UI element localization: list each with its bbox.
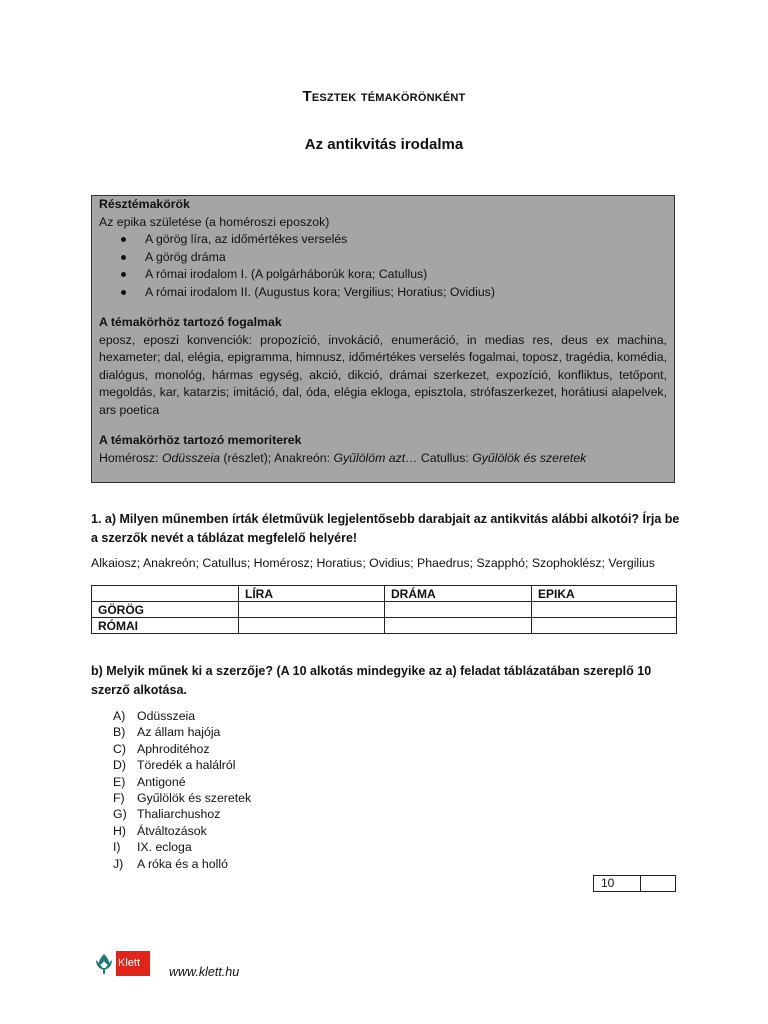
question-1b: b) Melyik műnek ki a szerzője? (A 10 alkotás mindegyike az a) feladat táblázatában szereplő 10 szerző alkotása.: [91, 664, 652, 697]
list-item: J) A róka és a holló: [113, 856, 228, 871]
table-header-cell: LÍRA: [239, 586, 385, 602]
table-header-cell: [92, 586, 239, 602]
works-list: [113, 708, 251, 872]
subtopics-heading: Résztémakörök: [99, 197, 190, 211]
page-subtitle: Az antikvitás irodalma: [304, 136, 464, 153]
memorized-heading: A témakörhöz tartozó memoriterek: [99, 433, 302, 447]
table-header-cell: EPIKA: [532, 586, 677, 602]
answer-cell[interactable]: [239, 602, 385, 618]
row-label: RÓMAI: [92, 618, 239, 634]
memorized-text: Homérosz: Odüsszeia (részlet); Anakreón: Gyűlölöm azt… Catullus: Gyűlölök és szeretek: [99, 450, 587, 465]
list-item: H) Átváltozások: [113, 823, 207, 838]
answer-cell[interactable]: [239, 618, 385, 634]
list-item: A római irodalom II. (Augustus kora; Vergilius; Horatius; Ovidius): [99, 284, 667, 302]
list-item: A görög dráma: [99, 249, 667, 267]
klett-brand-text: Klett: [116, 951, 150, 976]
genre-table: [91, 585, 677, 634]
list-item: A római irodalom I. (A polgárháborúk kora; Catullus): [99, 266, 667, 284]
author-list: Alkaiosz; Anakreón; Catullus; Homérosz; Horatius; Ovidius; Phaedrus; Szapphó; Szophoklész; Vergilius: [91, 556, 655, 570]
subtopics-intro: Az epika születése (a homéroszi eposzok): [99, 214, 330, 229]
answer-cell[interactable]: [385, 618, 532, 634]
score-box: [593, 875, 676, 892]
table-header-row: [92, 586, 677, 602]
concepts-text: eposz, eposzi konvenciók: propozíció, invokáció, enumeráció, in medias res, deus ex machina, hexameter; dal, elégia, epigramma, himnusz, időmértékes verselés fogalmai, toposz, tragédia, komédia, dialógus, monológ, hármas egység, akció, dikció, drámai szerkezet, expozíció, konfliktus, tetőpont, megoldás, kar, katarzis; imitáció, dal, óda, elégia ekloga, episztola, strófaszerkezet, horátiusi alapelvek, ars poetica: [99, 332, 667, 417]
concepts-heading: A témakörhöz tartozó fogalmak: [99, 315, 282, 329]
row-label: GÖRÖG: [92, 602, 239, 618]
table-row: [92, 602, 677, 618]
list-item: D) Töredék a halálról: [113, 758, 236, 773]
topics-box: [91, 195, 675, 483]
list-item: E) Antigoné: [113, 774, 186, 789]
answer-cell[interactable]: [532, 602, 677, 618]
list-item: F) Gyűlölök és szeretek: [113, 791, 252, 806]
list-item: B) Az állam hajója: [113, 725, 221, 740]
klett-leaf-icon: [92, 951, 116, 976]
list-item: G) Thaliarchushoz: [113, 807, 221, 822]
list-item: I) IX. ecloga: [113, 840, 192, 855]
table-row: [92, 618, 677, 634]
list-item: A görög líra, az időmértékes verselés: [99, 231, 667, 249]
subtopics-list: [99, 231, 667, 301]
question-1a: 1. a) Milyen műnemben írták életművük legjelentősebb darabjait az antikvitás alábbi alkotói? Írja be a szerzők nevét a táblázat megfelelő helyére!: [91, 512, 680, 545]
answer-cell[interactable]: [385, 602, 532, 618]
website-link[interactable]: www.klett.hu: [169, 965, 240, 979]
answer-cell[interactable]: [532, 618, 677, 634]
list-item: A) Odüsszeia: [113, 709, 196, 723]
list-item: C) Aphroditéhoz: [113, 741, 210, 756]
table-header-cell: DRÁMA: [385, 586, 532, 602]
max-score: 10: [594, 876, 641, 891]
klett-logo: [92, 951, 150, 976]
page-title: Tesztek témakörönként: [302, 88, 466, 105]
